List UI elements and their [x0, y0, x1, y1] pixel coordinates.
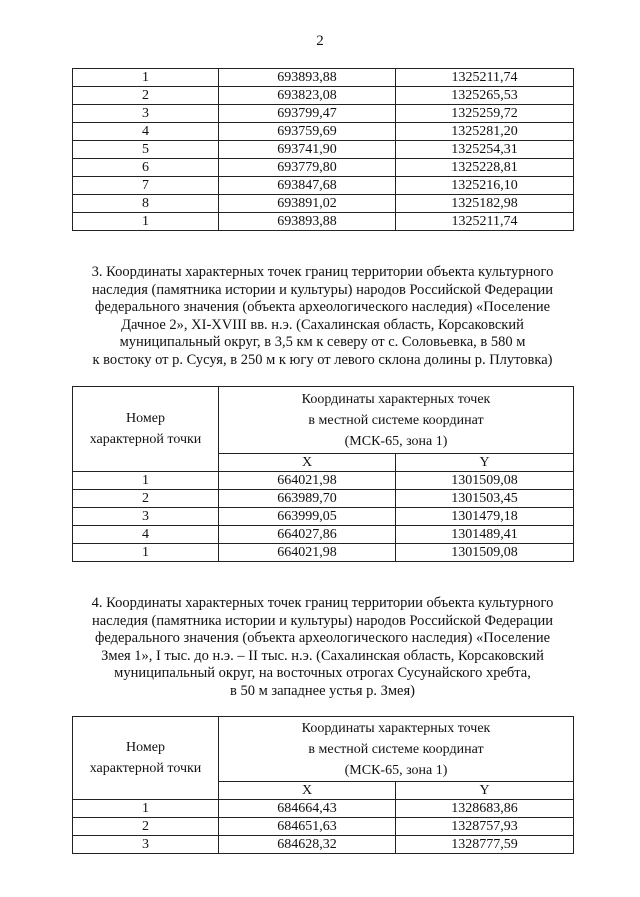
header-point-line: Номер	[126, 740, 165, 755]
table-row	[73, 544, 574, 562]
header-point-number	[73, 387, 219, 472]
section-3-line: 3. Координаты характерных точек границ территории объекта культурного	[91, 264, 554, 280]
point-number: 3	[73, 508, 219, 526]
header-point-number	[73, 717, 219, 800]
point-number: 7	[73, 177, 219, 195]
coord-x: 684651,63	[219, 818, 396, 836]
coord-x: 664021,98	[219, 544, 396, 562]
point-number: 4	[73, 123, 219, 141]
table-row	[73, 818, 574, 836]
coord-x: 693823,08	[219, 87, 396, 105]
coord-y: 1301509,08	[396, 472, 574, 490]
point-number: 1	[73, 213, 219, 231]
coord-y: 1325182,98	[396, 195, 574, 213]
header-y: Y	[396, 454, 574, 472]
coord-y: 1325254,31	[396, 141, 574, 159]
table-row	[73, 472, 574, 490]
header-y: Y	[396, 782, 574, 800]
header-x: X	[219, 782, 396, 800]
point-number: 1	[73, 800, 219, 818]
coord-x: 693893,88	[219, 213, 396, 231]
coord-y: 1301503,45	[396, 490, 574, 508]
table-row	[73, 123, 574, 141]
table-row	[73, 213, 574, 231]
page-number: 2	[316, 33, 324, 49]
section-4-line: федерального значения (объекта археологического наследия) «Поселение	[94, 630, 551, 646]
table-row	[73, 490, 574, 508]
coord-y: 1325216,10	[396, 177, 574, 195]
coord-x: 664027,86	[219, 526, 396, 544]
point-number: 1	[73, 472, 219, 490]
point-number: 3	[73, 105, 219, 123]
coord-y: 1301509,08	[396, 544, 574, 562]
coord-y: 1328777,59	[396, 836, 574, 854]
header-coord-line: в местной системе координат	[308, 412, 484, 428]
section-4-line: в 50 м западнее устья р. Змея)	[229, 682, 415, 699]
header-point-line: Номер	[126, 411, 165, 426]
coord-x: 693779,80	[219, 159, 396, 177]
table-row	[73, 141, 574, 159]
coord-x: 693741,90	[219, 141, 396, 159]
header-coord-line: (МСК-65, зона 1)	[344, 762, 448, 778]
table-row	[73, 105, 574, 123]
point-number: 6	[73, 159, 219, 177]
coord-y: 1325211,74	[396, 69, 574, 87]
table-row	[73, 508, 574, 526]
coord-y: 1328757,93	[396, 818, 574, 836]
coord-y: 1325228,81	[396, 159, 574, 177]
header-point-line: характерной точки	[89, 761, 202, 776]
coord-x: 684664,43	[219, 800, 396, 818]
table-row	[73, 800, 574, 818]
section-3-title	[72, 264, 573, 369]
header-coordinates	[219, 717, 574, 782]
coordinates-table-section-3	[72, 386, 574, 562]
section-3-line: наследия (памятника истории и культуры) народов Российской Федерации	[91, 281, 554, 298]
coord-y: 1325259,72	[396, 105, 574, 123]
table-row	[73, 177, 574, 195]
coord-y: 1325265,53	[396, 87, 574, 105]
table-row	[73, 526, 574, 544]
table-row	[73, 836, 574, 854]
coordinates-table-section-4	[72, 716, 574, 854]
header-coord-line: Координаты характерных точек	[301, 720, 491, 736]
point-number: 2	[73, 87, 219, 105]
section-4-line: муниципальный округ, на восточных отрогах Сусунайского хребта,	[114, 665, 531, 681]
coord-x: 693759,69	[219, 123, 396, 141]
header-coord-line: Координаты характерных точек	[301, 391, 491, 407]
section-4-line: 4. Координаты характерных точек границ территории объекта культурного	[91, 595, 554, 611]
coord-y: 1301489,41	[396, 526, 574, 544]
coord-y: 1325211,74	[396, 213, 574, 231]
table-row	[73, 87, 574, 105]
coord-y: 1325281,20	[396, 123, 574, 141]
section-3-line: Дачное 2», XI-XVIII вв. н.э. (Сахалинская область, Корсаковский	[121, 316, 524, 333]
coord-x: 663989,70	[219, 490, 396, 508]
coord-x: 693891,02	[219, 195, 396, 213]
coord-x: 693847,68	[219, 177, 396, 195]
table-row	[73, 69, 574, 87]
header-x: X	[219, 454, 396, 472]
point-number: 2	[73, 818, 219, 836]
coord-y: 1328683,86	[396, 800, 574, 818]
section-3-line: к востоку от р. Сусуя, в 250 м к югу от левого склона долины р. Плутовка)	[92, 351, 553, 368]
table-row	[73, 159, 574, 177]
section-3-line: федерального значения (объекта археологического наследия) «Поселение	[94, 299, 551, 315]
point-number: 3	[73, 836, 219, 854]
point-number: 2	[73, 490, 219, 508]
coord-x: 663999,05	[219, 508, 396, 526]
point-number: 8	[73, 195, 219, 213]
coord-x: 684628,32	[219, 836, 396, 854]
section-4-title	[72, 595, 573, 700]
coord-x: 693893,88	[219, 69, 396, 87]
section-4-line: наследия (памятника истории и культуры) народов Российской Федерации	[91, 612, 554, 629]
coord-x: 693799,47	[219, 105, 396, 123]
header-point-line: характерной точки	[89, 432, 202, 447]
header-coord-line: (МСК-65, зона 1)	[344, 433, 448, 449]
coord-x: 664021,98	[219, 472, 396, 490]
point-number: 1	[73, 69, 219, 87]
header-coordinates	[219, 387, 574, 454]
coordinates-table-continued	[72, 68, 574, 231]
point-number: 4	[73, 526, 219, 544]
section-4-line: Змея 1», I тыс. до н.э. – II тыс. н.э. (Сахалинская область, Корсаковский	[101, 647, 544, 664]
table-row	[73, 195, 574, 213]
section-3-line: муниципальный округ, в 3,5 км к северу от с. Соловьевка, в 580 м	[119, 334, 526, 350]
point-number: 5	[73, 141, 219, 159]
point-number: 1	[73, 544, 219, 562]
header-coord-line: в местной системе координат	[308, 741, 484, 757]
coord-y: 1301479,18	[396, 508, 574, 526]
